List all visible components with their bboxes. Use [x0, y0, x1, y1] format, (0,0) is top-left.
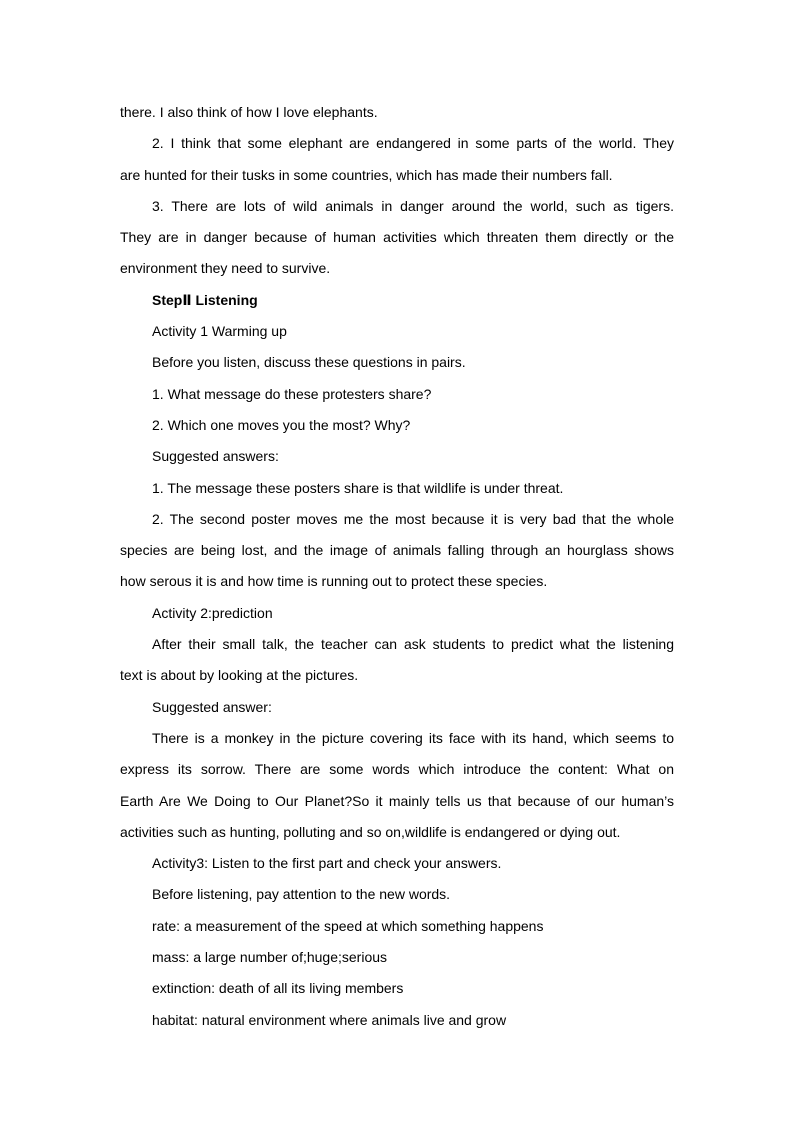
- answers-label: Suggested answer:: [152, 698, 272, 715]
- answer-line: 1. The message these posters share is that wildlife is under threat.: [152, 479, 564, 496]
- answer-line: Earth Are We Doing to Our Planet?So it mainly tells us that because of our human’s: [120, 792, 674, 809]
- answer-line: activities such as hunting, polluting and so on,wildlife is endangered or dying out.: [120, 823, 621, 840]
- paragraph-line: environment they need to survive.: [120, 260, 331, 277]
- activity-title: Activity 2:prediction: [152, 604, 273, 621]
- answer-line: express its sorrow. There are some words which introduce the content: What on: [120, 761, 674, 778]
- answer-line: 2. The second poster moves me the most because it is very bad that the whole: [152, 510, 674, 527]
- paragraph-line: there. I also think of how I love elephants.: [120, 104, 378, 120]
- activity-title: Activity 1 Warming up: [152, 323, 287, 340]
- paragraph-line: are hunted for their tusks in some countries, which has made their numbers fall.: [120, 166, 613, 183]
- paragraph-line: After their small talk, the teacher can ask students to predict what the listening: [152, 636, 674, 653]
- vocab-item: habitat: natural environment where animals live and grow: [152, 1011, 507, 1028]
- paragraph-line: 3. There are lots of wild animals in danger around the world, such as tigers.: [152, 197, 674, 214]
- paragraph-line: 2. I think that some elephant are endangered in some parts of the world. They: [152, 135, 674, 152]
- answer-line: There is a monkey in the picture covering its face with its hand, which seems to: [152, 729, 674, 746]
- document-body: [120, 97, 674, 1036]
- answer-line: species are being lost, and the image of animals falling through an hourglass shows: [120, 542, 674, 559]
- vocab-item: rate: a measurement of the speed at which something happens: [152, 917, 544, 934]
- instruction-line: Before you listen, discuss these questions in pairs.: [152, 354, 466, 371]
- vocab-item: mass: a large number of;huge;serious: [152, 949, 388, 966]
- question-line: 1. What message do these protesters share?: [152, 385, 432, 402]
- question-line: 2. Which one moves you the most? Why?: [152, 416, 411, 433]
- paragraph-line: text is about by looking at the pictures.: [120, 667, 359, 684]
- section-heading: StepⅡ Listening: [152, 291, 258, 308]
- answers-label: Suggested answers:: [152, 448, 279, 465]
- paragraph-line: They are in danger because of human activities which threaten them directly or the: [120, 229, 674, 246]
- vocab-item: extinction: death of all its living members: [152, 980, 404, 997]
- answer-line: how serous it is and how time is running out to protect these species.: [120, 573, 548, 590]
- activity-title: Activity3: Listen to the first part and check your answers.: [152, 855, 502, 872]
- instruction-line: Before listening, pay attention to the new words.: [152, 886, 451, 903]
